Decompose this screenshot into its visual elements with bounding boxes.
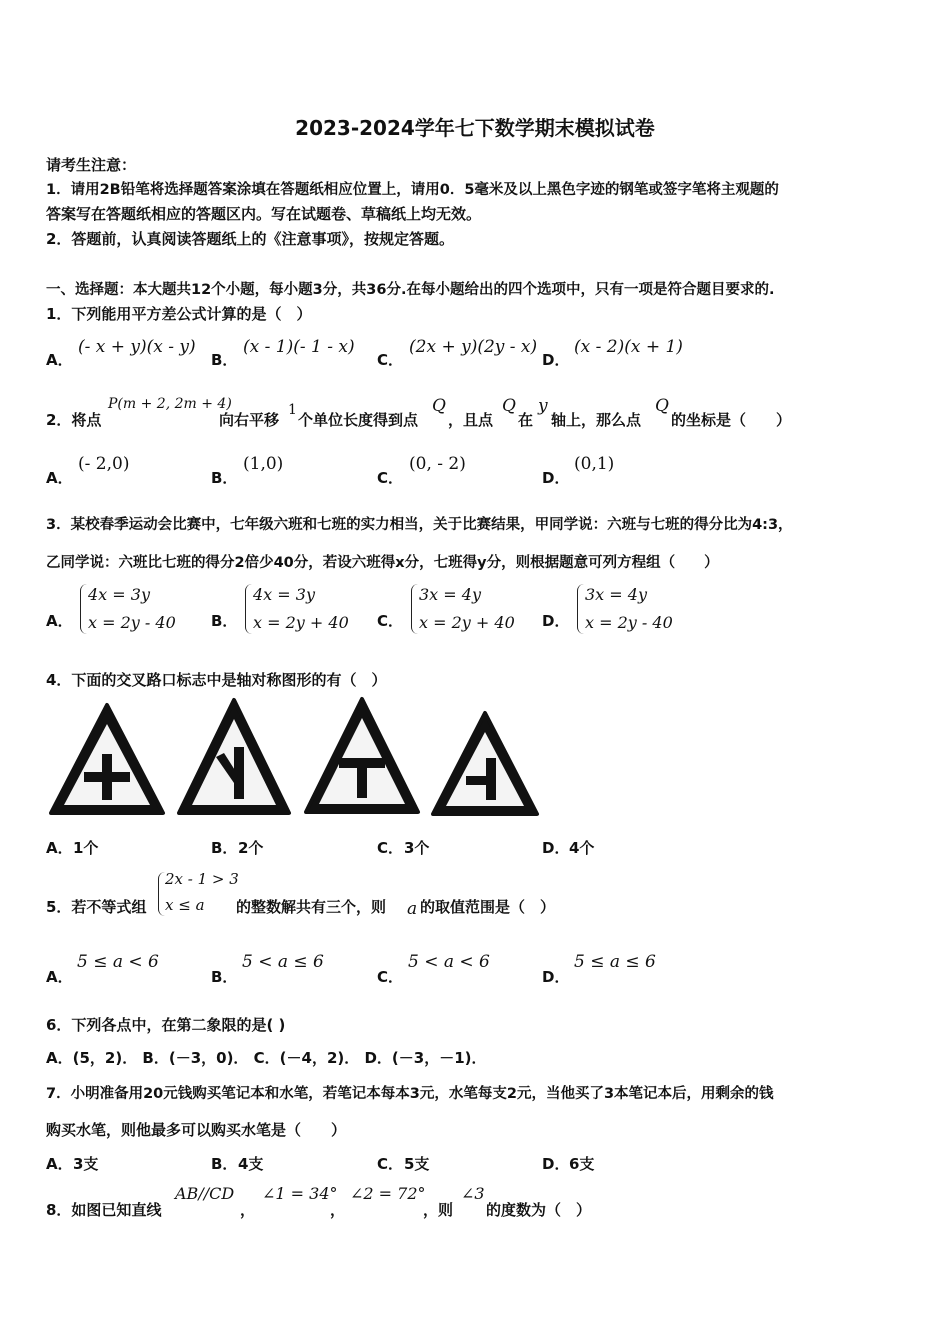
sign-crossroad-horizontal <box>84 772 130 782</box>
q2-part-1: 2．将点 <box>46 411 102 429</box>
q4-option-b: 2个 <box>238 839 264 857</box>
q7-line-1: 7．小明准备用20元钱购买笔记本和水笔，若笔记本每本3元，水笔每支2元，当他买了3本笔记本后，用剩余的钱 <box>46 1086 774 1102</box>
sign-crossroad <box>48 702 166 816</box>
q3-brace-c <box>411 584 418 634</box>
q3-brace-d <box>577 584 584 634</box>
q1-label-b: B． <box>211 351 238 369</box>
q4-label-b: B． <box>211 839 238 857</box>
q2-part-6: 轴上，那么点 <box>551 411 642 429</box>
section-heading: 一、选择题：本大题共12个小题，每小题3分，共36分.在每小题给出的四个选项中，只有一项是符合题目要求的. <box>46 282 775 298</box>
q2-label-d: D． <box>542 469 570 487</box>
q5-var-a: a <box>407 899 418 919</box>
q5-label-c: C． <box>377 968 404 986</box>
q3-system-a <box>88 581 176 637</box>
q8-angle-2: ∠2 = 72° <box>350 1184 426 1203</box>
q4-option-c: 3个 <box>404 839 430 857</box>
q1-option-c: (2x + y)(2y - x) <box>409 337 538 357</box>
q4-option-a: 1个 <box>73 839 99 857</box>
q1-label-c: C． <box>377 351 404 369</box>
q8-part-2: ，则 <box>423 1201 454 1219</box>
q4-label-d: D． <box>542 839 570 857</box>
q7-label-a: A． <box>46 1155 73 1173</box>
sign-t-junction-stem <box>357 758 367 798</box>
sign-side-road-right-branch <box>466 776 490 785</box>
sign-side-road-right <box>430 710 540 818</box>
q3-system-d-eq1: 3x = 4y <box>585 585 647 604</box>
q4-stem: 4．下面的交叉路口标志中是轴对称图形的有（ ） <box>46 671 387 689</box>
q6-stem: 6．下列各点中，在第二象限的是( ) <box>46 1016 286 1034</box>
q5-brace <box>158 872 165 916</box>
q2-point-q-2: Q <box>502 396 516 416</box>
q5-option-c: 5 < a < 6 <box>408 952 490 972</box>
q4-label-c: C． <box>377 839 404 857</box>
q2-label-c: C． <box>377 469 404 487</box>
q2-option-b: (1,0) <box>243 454 284 474</box>
q3-system-b <box>253 581 349 637</box>
q7-line-2: 购买水笔，则他最多可以购买水笔是（ ） <box>46 1121 347 1139</box>
q7-label-c: C． <box>377 1155 404 1173</box>
q1-label-d: D． <box>542 351 570 369</box>
q3-system-d-eq2: x = 2y - 40 <box>585 613 673 632</box>
q3-brace-b <box>245 584 252 634</box>
q2-part-2: 向右平移 <box>219 411 280 429</box>
q3-label-c: C． <box>377 612 404 630</box>
q3-line-2: 乙同学说：六班比七班的得分2倍少40分，若设六班得x分，七班得y分，则根据题意可列方程组（ ） <box>46 555 719 571</box>
q1-option-d: (x - 2)(x + 1) <box>574 337 683 357</box>
q3-label-b: B． <box>211 612 238 630</box>
q4-label-a: A． <box>46 839 73 857</box>
q1-option-a: (- x + y)(x - y) <box>78 337 196 357</box>
q2-point-p: P(m + 2, 2m + 4) <box>108 396 232 412</box>
q5-part-1: 5．若不等式组 <box>46 898 147 916</box>
q5-option-b: 5 < a ≤ 6 <box>242 952 324 972</box>
q5-label-d: D． <box>542 968 570 986</box>
q1-stem: 1．下列能用平方差公式计算的是（ ） <box>46 305 312 323</box>
q8-angle-3: ∠3 <box>461 1184 485 1203</box>
q3-system-d <box>585 581 673 637</box>
q3-system-b-eq2: x = 2y + 40 <box>253 613 349 632</box>
q7-option-b: 4支 <box>238 1155 264 1173</box>
q2-y-axis: y <box>538 396 548 416</box>
q2-option-d: (0,1) <box>574 454 615 474</box>
q2-label-b: B． <box>211 469 238 487</box>
q2-option-c: (0, - 2) <box>409 454 466 474</box>
q5-part-3: 的取值范围是（ ） <box>420 898 556 916</box>
q5-system-eq1: 2x - 1 > 3 <box>165 870 239 888</box>
q5-system-eq2: x ≤ a <box>165 896 205 914</box>
q8-comma-2: ， <box>330 1201 346 1219</box>
q3-brace-a <box>80 584 87 634</box>
q2-option-a: (- 2,0) <box>78 454 130 474</box>
q3-system-c <box>419 581 515 637</box>
q3-system-a-eq1: 4x = 3y <box>88 585 150 604</box>
q3-label-a: A． <box>46 612 73 630</box>
q7-option-c: 5支 <box>404 1155 430 1173</box>
q8-parallel-lines: AB//CD <box>175 1184 235 1203</box>
q1-label-a: A． <box>46 351 73 369</box>
q6-options: A．(5，2)． B．(－3，0)． C．(－4，2)． D．(－3，－1)． <box>46 1049 487 1067</box>
q5-label-b: B． <box>211 968 238 986</box>
notice-line-1: 1．请用2B铅笔将选择题答案涂填在答题纸相应位置上，请用0．5毫米及以上黑色字迹的钢笔或签字笔将主观题的 <box>46 182 779 198</box>
sign-side-road-left <box>176 697 292 817</box>
q1-option-b: (x - 1)(- 1 - x) <box>243 337 355 357</box>
q5-part-2: 的整数解共有三个，则 <box>236 898 387 916</box>
q3-system-c-eq1: 3x = 4y <box>419 585 481 604</box>
q3-system-c-eq2: x = 2y + 40 <box>419 613 515 632</box>
q2-point-q: Q <box>432 396 446 416</box>
q3-label-d: D． <box>542 612 570 630</box>
q2-label-a: A． <box>46 469 73 487</box>
q4-option-d: 4个 <box>569 839 595 857</box>
notice-heading: 请考生注意： <box>46 156 137 174</box>
q2-one: 1 <box>288 402 297 418</box>
q2-point-q-3: Q <box>655 396 669 416</box>
q7-label-b: B． <box>211 1155 238 1173</box>
q5-label-a: A． <box>46 968 73 986</box>
q7-option-a: 3支 <box>73 1155 99 1173</box>
q8-part-1: 8．如图已知直线 <box>46 1201 162 1219</box>
q7-option-d: 6支 <box>569 1155 595 1173</box>
q8-part-3: 的度数为（ ） <box>486 1201 592 1219</box>
q5-option-d: 5 ≤ a ≤ 6 <box>574 952 656 972</box>
q2-part-7: 的坐标是（ ） <box>671 411 792 429</box>
page-title: 2023-2024学年七下数学期末模拟试卷 <box>295 116 655 140</box>
q3-system-b-eq1: 4x = 3y <box>253 585 315 604</box>
q7-label-d: D． <box>542 1155 570 1173</box>
q8-comma-1: ， <box>240 1201 256 1219</box>
q5-system <box>165 866 239 918</box>
q5-option-a: 5 ≤ a < 6 <box>77 952 159 972</box>
notice-line-1b: 答案写在答题纸相应的答题区内。写在试题卷、草稿纸上均无效。 <box>46 205 482 223</box>
q3-system-a-eq2: x = 2y - 40 <box>88 613 176 632</box>
q2-part-5: 在 <box>518 411 534 429</box>
q2-part-4: ，且点 <box>448 411 494 429</box>
q3-line-1: 3．某校春季运动会比赛中，七年级六班和七班的实力相当，关于比赛结果，甲同学说：六班与七班的得分比为4:3， <box>46 517 793 533</box>
q8-angle-1: ∠1 = 34° <box>262 1184 338 1203</box>
sign-t-junction <box>303 696 421 816</box>
q2-part-3: 个单位长度得到点 <box>298 411 419 429</box>
notice-line-2: 2．答题前，认真阅读答题纸上的《注意事项》，按规定答题。 <box>46 230 454 248</box>
